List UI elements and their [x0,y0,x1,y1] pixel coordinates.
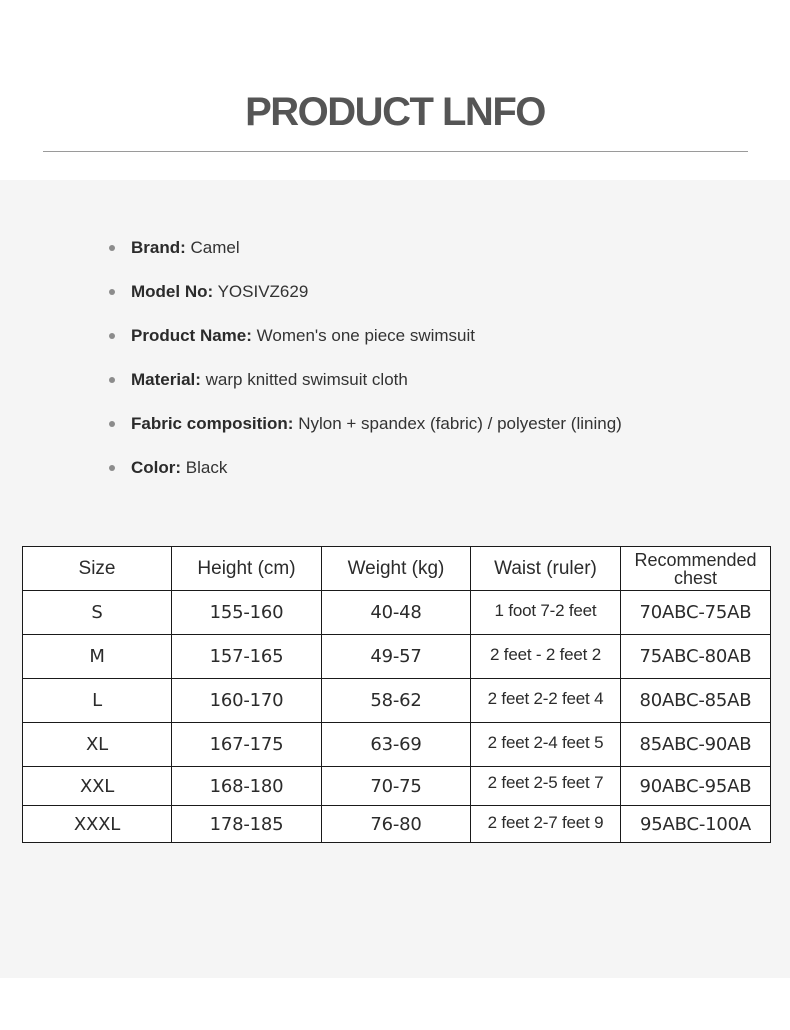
info-item-brand [108,236,622,280]
cell-height: 157-165 [172,635,322,679]
cell-size: XL [23,723,172,767]
info-item-fabric-composition [108,412,622,456]
table-row [23,679,771,723]
info-value: YOSIVZ629 [213,282,309,301]
info-label: Material: [131,370,201,389]
header-recommended-line: Recommended [634,549,757,570]
header-waist: Waist (ruler) [471,547,621,591]
header-size: Size [23,547,172,591]
cell-waist: 2 feet 2-4 feet 5 [471,723,621,767]
cell-waist: 2 feet 2-2 feet 4 [471,679,621,723]
bullet-icon [109,289,115,295]
info-label: Brand: [131,238,186,257]
table-row [23,635,771,679]
bullet-icon [109,377,115,383]
cell-weight: 49-57 [322,635,471,679]
cell-waist: 2 feet 2-5 feet 7 [471,767,621,806]
info-label: Fabric composition: [131,414,294,433]
cell-size: S [23,591,172,635]
cell-height: 160-170 [172,679,322,723]
cell-height: 168-180 [172,767,322,806]
bullet-icon [109,245,115,251]
info-item-material [108,368,622,412]
header-recommended-chest [621,547,771,591]
cell-weight: 63-69 [322,723,471,767]
info-label: Model No: [131,282,214,301]
header-chest-line: chest [673,567,718,588]
cell-height: 178-185 [172,806,322,843]
header-weight: Weight (kg) [322,547,471,591]
info-value: Nylon + spandex (fabric) / polyester (lining) [293,414,622,433]
cell-waist: 2 feet 2-7 feet 9 [471,806,621,843]
cell-waist: 1 foot 7-2 feet [471,591,621,635]
cell-chest: 75ABC-80AB [621,635,771,679]
size-chart-table [22,546,771,843]
cell-size: L [23,679,172,723]
table-row [23,767,771,806]
table-row [23,591,771,635]
cell-chest: 95ABC-100A [621,806,771,843]
table-row [23,723,771,767]
bullet-icon [109,333,115,339]
cell-weight: 76-80 [322,806,471,843]
header-height: Height (cm) [172,547,322,591]
cell-chest: 85ABC-90AB [621,723,771,767]
title-divider [43,151,748,152]
table-header-row [23,547,771,591]
cell-chest: 80ABC-85AB [621,679,771,723]
info-value: Camel [185,238,240,257]
info-item-model-no [108,280,622,324]
product-info-list [108,236,622,500]
info-label: Color: [131,458,182,477]
info-label: Product Name: [131,326,252,345]
cell-chest: 70ABC-75AB [621,591,771,635]
cell-weight: 58-62 [322,679,471,723]
bullet-icon [109,421,115,427]
cell-size: XXXL [23,806,172,843]
page-title: PRODUCT LNFO [245,90,545,134]
info-item-product-name [108,324,622,368]
cell-waist: 2 feet - 2 feet 2 [471,635,621,679]
info-value: Black [181,458,228,477]
bullet-icon [109,465,115,471]
table-row [23,806,771,843]
info-value: warp knitted swimsuit cloth [200,370,408,389]
cell-size: M [23,635,172,679]
cell-weight: 40-48 [322,591,471,635]
info-item-color [108,456,622,500]
cell-height: 155-160 [172,591,322,635]
info-value: Women's one piece swimsuit [251,326,475,345]
cell-chest: 90ABC-95AB [621,767,771,806]
cell-weight: 70-75 [322,767,471,806]
cell-height: 167-175 [172,723,322,767]
cell-size: XXL [23,767,172,806]
